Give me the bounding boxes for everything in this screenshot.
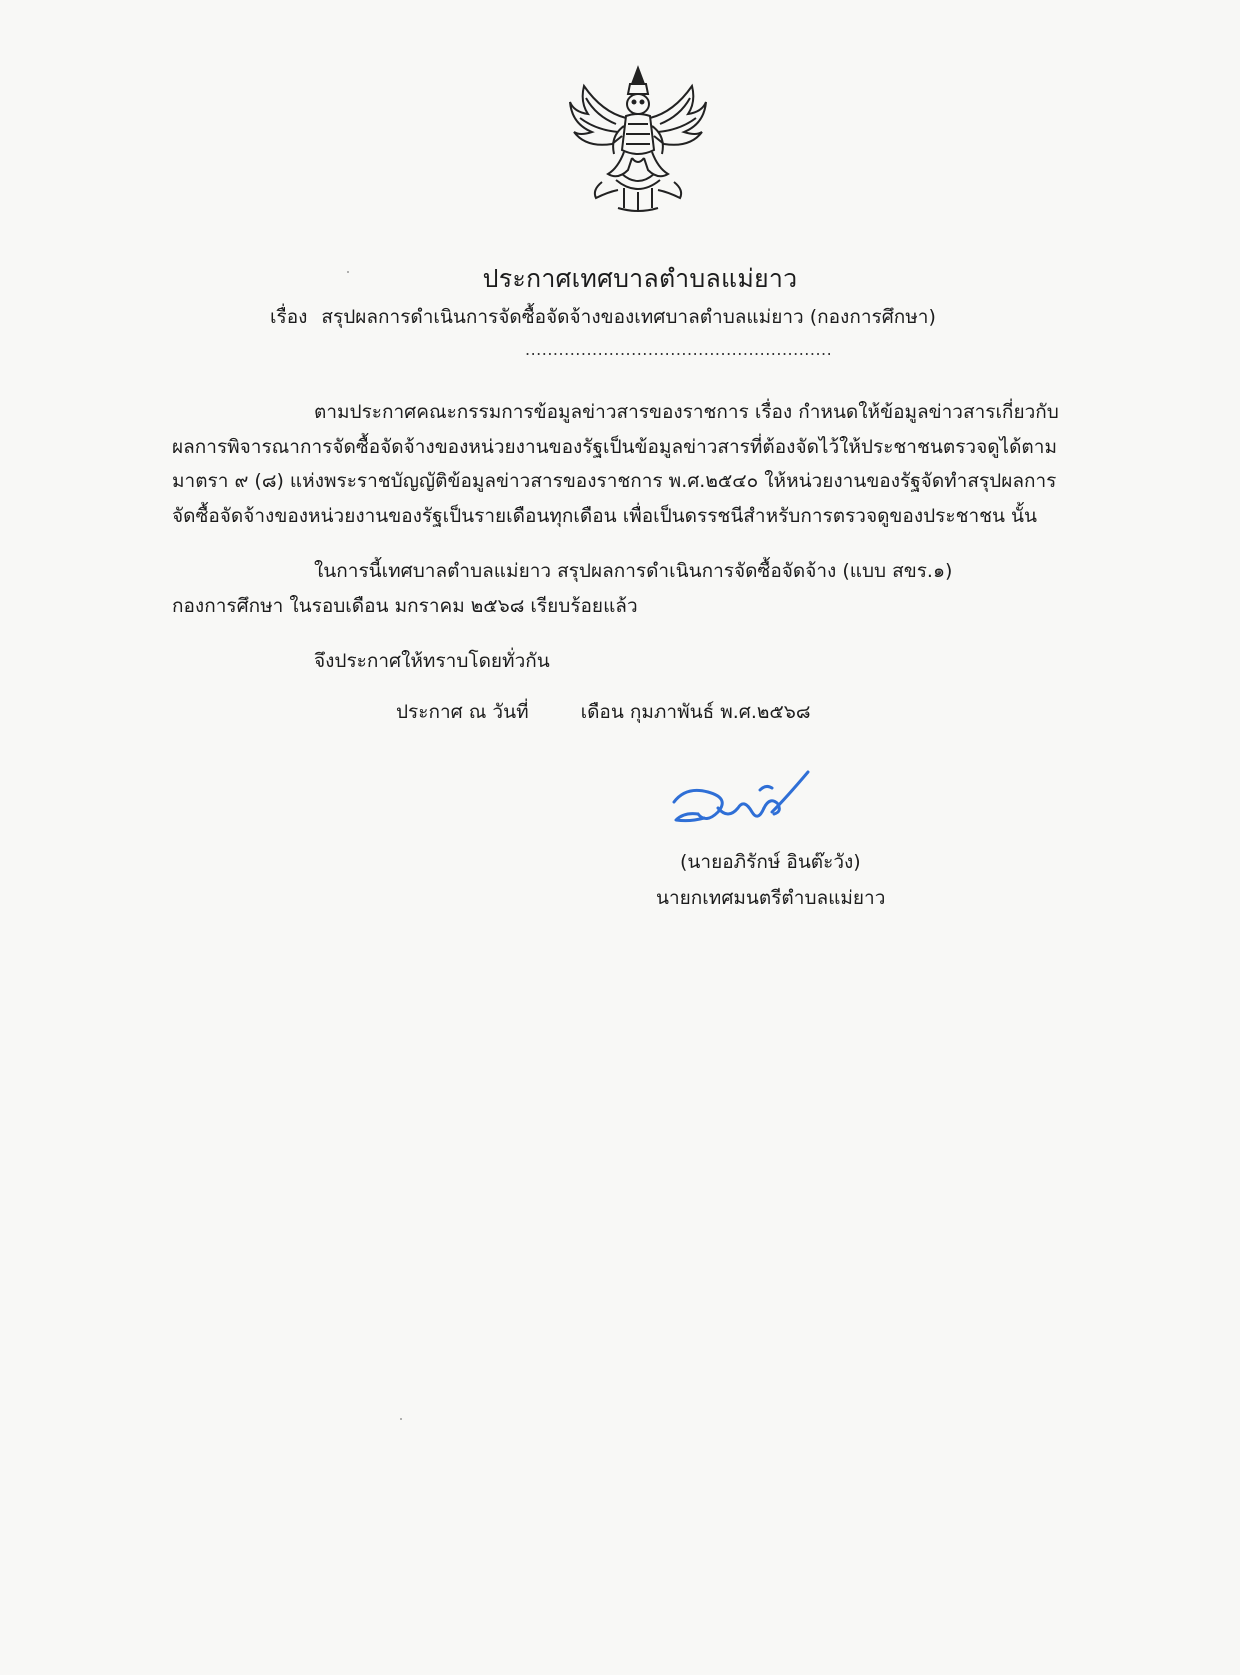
paper-speck <box>347 271 349 273</box>
paragraph-2 <box>172 554 1082 623</box>
paragraph-line: ผลการพิจารณาการจัดซื้อจัดจ้างของหน่วยงานของรัฐเป็นข้อมูลข่าวสารที่ต้องจัดไว้ให้ประชาชนตรวจดูได้ตาม <box>172 435 1057 458</box>
closing-statement: จึงประกาศให้ทราบโดยทั่วกัน <box>314 650 550 672</box>
subject-line <box>270 302 936 332</box>
paragraph-line: กองการศึกษา ในรอบเดือน มกราคม ๒๕๖๘ เรียบร้อยแล้ว <box>172 594 638 617</box>
page-title: ประกาศเทศบาลตำบลแม่ยาว <box>482 264 798 293</box>
subject-text: สรุปผลการดำเนินการจัดซื้อจัดจ้างของเทศบาลตำบลแม่ยาว (กองการศึกษา) <box>321 306 936 328</box>
paragraph-1 <box>172 395 1082 533</box>
announcement-date <box>396 697 811 727</box>
handwritten-signature <box>660 768 830 848</box>
paragraph-line: ตามประกาศคณะกรรมการข้อมูลข่าวสารของราชการ เรื่อง กำหนดให้ข้อมูลข่าวสารเกี่ยวกับ <box>314 401 1059 423</box>
title-divider: ....................................................... <box>525 340 833 359</box>
garuda-emblem-icon <box>562 62 714 214</box>
subject-label: เรื่อง <box>270 306 308 328</box>
paragraph-line: ในการนี้เทศบาลตำบลแม่ยาว สรุปผลการดำเนินการจัดซื้อจัดจ้าง (แบบ สขร.๑) <box>314 560 953 582</box>
date-prefix: ประกาศ ณ วันที่ <box>396 701 529 723</box>
paper-speck <box>400 1418 402 1420</box>
paragraph-line: จัดซื้อจัดจ้างของหน่วยงานของรัฐเป็นรายเดือนทุกเดือน เพื่อเป็นดรรชนีสำหรับการตรวจดูของประชาชน นั้น <box>172 504 1038 527</box>
signatory-position: นายกเทศมนตรีตำบลแม่ยาว <box>656 887 886 909</box>
signatory-name: (นายอภิรักษ์ อินต๊ะวัง) <box>680 851 861 873</box>
date-suffix: เดือน กุมภาพันธ์ พ.ศ.๒๕๖๘ <box>580 701 811 723</box>
paragraph-line: มาตรา ๙ (๘) แห่งพระราชบัญญัติข้อมูลข่าวสารของราชการ พ.ศ.๒๕๔๐ ให้หน่วยงานของรัฐจัดทำสรุปผลการ <box>172 470 1057 492</box>
